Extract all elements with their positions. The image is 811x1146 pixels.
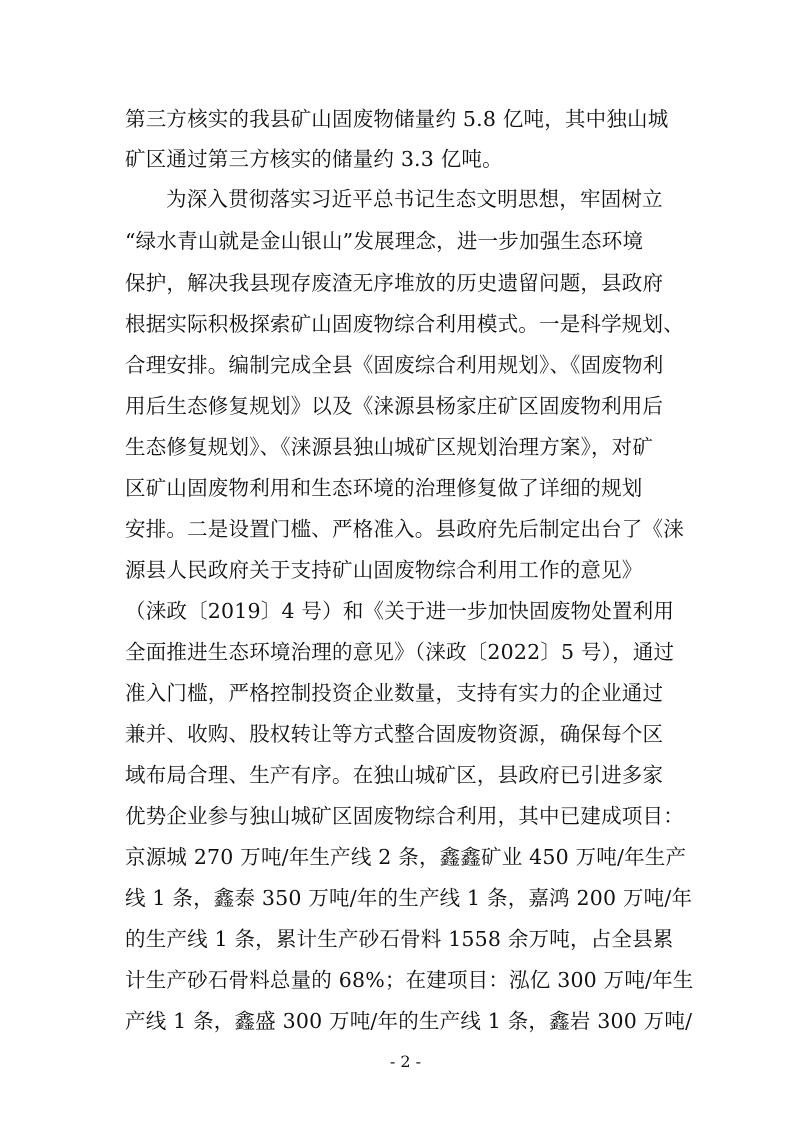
text-line-4: “绿水青山就是金山银山”发展理念，进一步加强生态环境 (125, 229, 644, 253)
text-line-7: 合理安排。编制完成全县《固废综合利用规划》、《固废物利 (125, 353, 664, 377)
text-line-3: 为深入贯彻落实习近平总书记生态文明思想，牢固树立 (166, 187, 663, 211)
page-number: - 2 - (389, 1052, 422, 1071)
text-line-19: 京源城 270 万吨/年生产线 2 条，鑫鑫矿业 450 万吨/年生产 (125, 845, 687, 869)
text-line-11: 安排。二是设置门槛、严格准入。县政府先后制定出台了《涞 (125, 517, 684, 541)
text-line-10: 区矿山固废物利用和生态环境的治理修复做了详细的规划 (125, 476, 643, 500)
text-line-17: 域布局合理、生产有序。在独山城矿区，县政府已引进多家 (125, 763, 664, 787)
text-line-9: 生态修复规划》、《涞源县独山城矿区规划治理方案》，对矿 (125, 435, 654, 459)
text-line-13: （涞政〔2019〕4 号）和《关于进一步加快固废物处置利用 (125, 599, 675, 623)
text-line-2: 矿区通过第三方核实的储量约 3.3 亿吨。 (125, 147, 503, 171)
text-line-1: 第三方核实的我县矿山固废物储量约 5.8 亿吨，其中独山城 (125, 107, 669, 131)
text-line-16: 兼并、收购、股权转让等方式整合固废物资源，确保每个区 (125, 722, 664, 746)
text-line-12: 源县人民政府关于支持矿山固废物综合利用工作的意见》 (125, 558, 643, 582)
text-line-8: 用后生态修复规划》以及《涞源县杨家庄矿区固废物利用后 (125, 394, 664, 418)
text-line-14: 全面推进生态环境治理的意见》（涞政〔2022〕5 号），通过 (125, 640, 675, 664)
text-line-20: 线 1 条，鑫泰 350 万吨/年的生产线 1 条，嘉鸿 200 万吨/年 (125, 886, 693, 910)
text-line-21: 的生产线 1 条，累计生产砂石骨料 1558 余万吨，占全县累 (125, 927, 674, 951)
text-line-22: 计生产砂石骨料总量的 68%；在建项目：泓亿 300 万吨/年生 (125, 968, 694, 992)
text-line-23: 产线 1 条，鑫盛 300 万吨/年的生产线 1 条，鑫岩 300 万吨/ (125, 1009, 693, 1033)
text-line-6: 根据实际积极探索矿山固废物综合利用模式。一是科学规划、 (125, 312, 684, 336)
text-line-18: 优势企业参与独山城矿区固废物综合利用，其中已建成项目： (125, 804, 684, 828)
text-line-5: 保护，解决我县现存废渣无序堆放的历史遗留问题，县政府 (125, 271, 664, 295)
text-line-15: 准入门槛，严格控制投资企业数量，支持有实力的企业通过 (125, 681, 664, 705)
